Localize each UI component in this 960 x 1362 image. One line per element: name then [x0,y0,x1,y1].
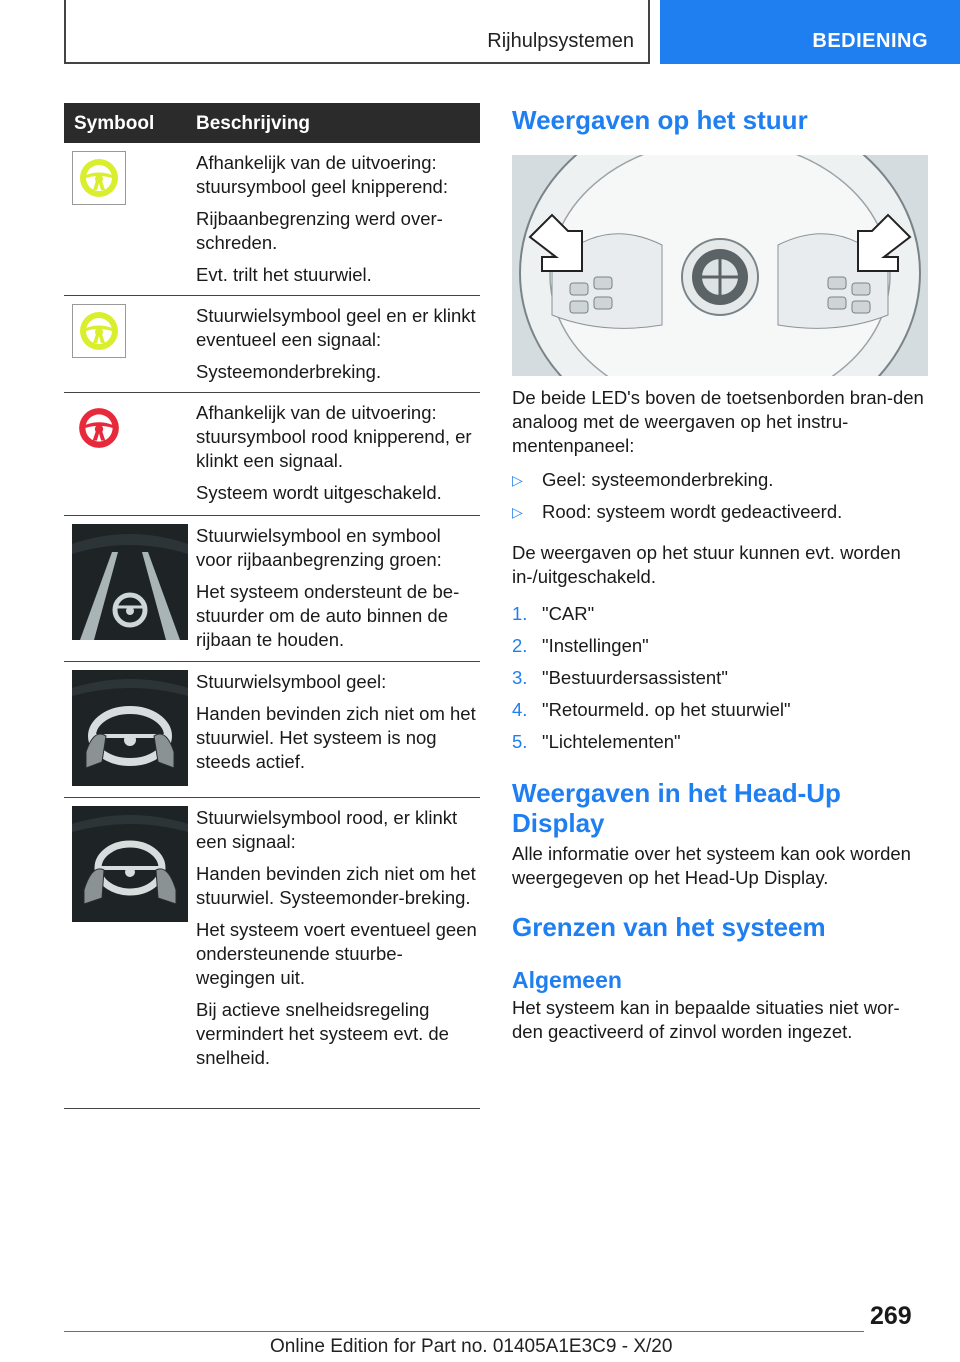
triangle-bullet-icon: ▷ [512,504,523,520]
row-text: Systeemonderbreking. [196,361,382,382]
header-section-box [64,0,650,64]
steering-wheel-photo [512,155,928,376]
symbol-table [64,103,480,1109]
col-header-symbol: Symbool [74,113,155,134]
step-item [512,666,928,690]
row-text: Systeem wordt uitgeschakeld. [196,482,442,503]
step-text: "Bestuurdersassistent" [542,667,728,688]
row-text: Stuurwielsymbool rood, er klinkt een signaal: [196,807,458,852]
bullet-list [512,468,928,524]
heading-hud: Weergaven in het Head-Up Display [512,778,841,838]
row-text: Handen bevinden zich niet om het stuurwiel. Systeemonder-breking. [196,863,476,908]
paragraph-general: Het systeem kan in bepaalde situaties niet wor-den geactiveerd of zinvol worden ingezet. [512,997,900,1042]
table-row [64,143,480,296]
list-item-text: Geel: systeemonderbreking. [542,469,774,490]
table-row [64,393,480,516]
steps-list [512,602,928,754]
footer-divider [64,1331,864,1332]
step-item [512,602,928,626]
list-item [512,468,928,492]
step-number: 5. [512,731,528,752]
header-chapter-label: BEDIENING [812,30,928,52]
table-row [64,662,480,798]
step-number: 2. [512,635,528,656]
steering-wheel-red-icon [72,401,126,455]
heading-steering-displays: Weergaven op het stuur [512,105,808,135]
row-text: Handen bevinden zich niet om het stuurwiel. Het systeem is nog steeds actief. [196,703,476,772]
table-row [64,798,480,1109]
row-text: Het systeem ondersteunt de be-stuurder om de auto binnen de rijbaan te houden. [196,581,460,650]
table-header [64,103,480,143]
paragraph-hud: Alle informatie over het systeem kan ook worden weergegeven op het Head-Up Display. [512,843,911,888]
footer-edition: Online Edition for Part no. 01405A1E3C9 - X/20 [270,1336,673,1357]
row-text: Stuurwielsymbool en symbool voor rijbaanbegrenzing groen: [196,525,442,570]
row-text: Afhankelijk van de uitvoering: stuursymbool geel knipperend: [196,152,448,197]
list-item [512,500,928,524]
step-item [512,698,928,722]
heading-general: Algemeen [512,967,622,993]
hands-on-wheel-yellow-icon [72,670,188,786]
col-header-description: Beschrijving [196,113,311,134]
lane-steering-green-icon [72,524,188,640]
step-number: 1. [512,603,528,624]
step-text: "Retourmeld. op het stuurwiel" [542,699,791,720]
row-text: Afhankelijk van de uitvoering: stuursymbool rood knipperend, er klinkt een signaal. [196,402,472,471]
steering-wheel-yellow-icon [72,304,126,358]
row-text: Het systeem voert eventueel geen ondersteunende stuurbe-wegingen uit. [196,919,477,988]
step-text: "CAR" [542,603,595,624]
triangle-bullet-icon: ▷ [512,472,523,488]
heading-system-limits: Grenzen van het systeem [512,912,826,942]
step-number: 4. [512,699,528,720]
row-text: Evt. trilt het stuurwiel. [196,264,372,285]
step-item [512,730,928,754]
header-section-title: Rijhulpsystemen [487,30,634,52]
row-text: Bij actieve snelheidsregeling vermindert het systeem evt. de snelheid. [196,999,449,1068]
header-chapter-tab [660,0,960,64]
paragraph-toggle: De weergaven op het stuur kunnen evt. worden in-/uitgeschakeld. [512,542,901,587]
table-row [64,296,480,393]
paragraph-led: De beide LED's boven de toetsenborden bran-den analoog met de weergaven op het instru-mentenpaneel: [512,387,924,456]
steering-wheel-yellow-icon [72,151,126,205]
right-column [512,100,928,1044]
list-item-text: Rood: systeem wordt gedeactiveerd. [542,501,843,522]
page-number: 269 [870,1302,912,1330]
hands-on-wheel-red-icon [72,806,188,922]
table-row [64,516,480,662]
row-text: Rijbaanbegrenzing werd over-schreden. [196,208,443,253]
row-text: Stuurwielsymbool geel: [196,671,387,692]
step-number: 3. [512,667,528,688]
step-text: "Lichtelementen" [542,731,681,752]
step-item [512,634,928,658]
row-text: Stuurwielsymbool geel en er klinkt eventueel een signaal: [196,305,476,350]
step-text: "Instellingen" [542,635,649,656]
